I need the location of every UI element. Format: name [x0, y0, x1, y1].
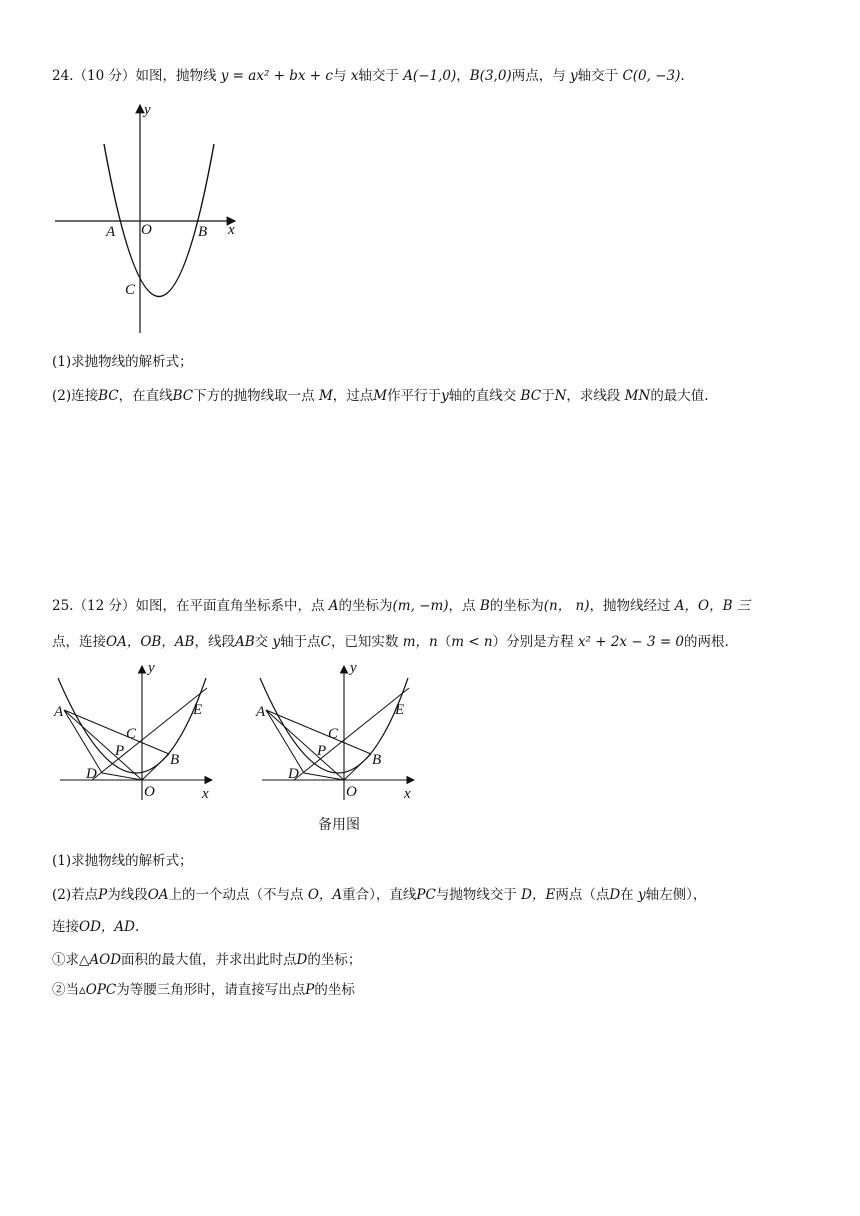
q25-text: ，抛物线经过	[589, 598, 671, 614]
label-b: B	[170, 752, 180, 768]
q24-stem	[52, 66, 685, 86]
label-y: y	[350, 660, 357, 676]
q25-text: 交	[254, 634, 269, 650]
q24-n: N	[554, 388, 567, 404]
label-d: D	[288, 766, 299, 782]
line-de	[294, 688, 409, 780]
label-x: x	[228, 222, 235, 238]
q24-points: （10 分）	[73, 68, 136, 84]
q25-text: ②当	[52, 982, 79, 998]
q25-text: ，已知实数	[330, 634, 399, 650]
q25-ab: AB	[234, 634, 255, 650]
q25-coord-a: (m, −m)	[392, 598, 449, 614]
q25-figure-spare	[254, 658, 424, 838]
q24-text: 轴的直线交	[448, 388, 517, 404]
q24-var-y: y	[570, 68, 578, 84]
q25-triangle-aod: △AOD	[79, 952, 122, 968]
q24-text: (2)连接	[52, 388, 99, 404]
q25-a: A	[328, 598, 339, 614]
q25-text: ①求	[52, 952, 79, 968]
q25-sub1	[52, 950, 361, 970]
label-p: P	[317, 743, 327, 759]
spare-figure-caption: 备用图	[318, 818, 360, 833]
q24-number: 24.	[52, 68, 74, 84]
q24-text: ，	[456, 68, 470, 84]
q25-text: A，O，B 三	[674, 598, 751, 614]
q25-c: C	[320, 634, 331, 650]
q25-p: P	[98, 887, 108, 903]
q24-text: 于	[541, 388, 555, 404]
q24-m: M	[373, 388, 388, 404]
q25-text: 的坐标为	[338, 598, 393, 614]
segment-ad	[266, 710, 304, 773]
label-a: A	[54, 704, 64, 720]
q25-coord-b: (n， n)	[543, 598, 590, 614]
q24-text: 轴交于	[577, 68, 619, 84]
label-b: B	[372, 752, 382, 768]
q25-text: 上的一个动点（不与点	[168, 887, 304, 903]
q25-text: 的坐标为	[489, 598, 544, 614]
q25-text: ，点	[448, 598, 476, 614]
q25-text: 的坐标	[314, 982, 355, 998]
q25-text: ）	[492, 634, 507, 650]
label-e: E	[193, 702, 203, 718]
q25-text: 轴左侧），	[645, 887, 707, 903]
q24-text: .	[680, 68, 685, 84]
q24-text: 下方的抛物线取一点	[193, 388, 315, 404]
q25-text: 点，连接	[52, 634, 106, 650]
q24-bc: BC	[172, 388, 194, 404]
label-a: A	[256, 704, 266, 720]
label-c: C	[328, 726, 339, 742]
q25-text: 轴于点	[280, 634, 321, 650]
q25-equation: x² + 2x − 3 = 0	[577, 634, 685, 650]
q24-equation: y = ax² + bx + c	[220, 68, 333, 84]
q25-mn: m，n	[402, 634, 438, 650]
q24-text: 两点，与	[511, 68, 566, 84]
label-a: A	[106, 224, 116, 240]
label-o: O	[346, 784, 357, 800]
q25-text: 两点（点	[555, 887, 610, 903]
q25-part2-line1	[52, 885, 706, 905]
label-c: C	[126, 726, 137, 742]
q24-point-c: C(0, −3)	[622, 68, 681, 84]
q25-text: 分别是方程	[506, 634, 574, 650]
q24-mn: MN	[624, 388, 651, 404]
q24-part1: (1)求抛物线的解析式；	[52, 354, 193, 370]
q25-triangle-opc: ▵OPC	[79, 982, 117, 998]
q25-oa: OA	[147, 887, 169, 903]
q24-text: 如图，抛物线	[135, 68, 217, 84]
q25-text: 为线段	[107, 887, 148, 903]
label-b: B	[198, 224, 208, 240]
q25-part2-line2	[52, 917, 139, 937]
q25-inequality: m < n	[451, 634, 493, 650]
q25-de: D，E	[521, 887, 556, 903]
q25-pc: PC	[416, 887, 436, 903]
q25-var-y: y	[272, 634, 281, 650]
label-p: P	[115, 743, 125, 759]
q25-stem-line2	[52, 632, 729, 652]
q25-text: .	[134, 919, 140, 935]
q24-bc: BC	[98, 388, 119, 404]
q25-text: 如图，在平面直角坐标系中，点	[135, 598, 325, 614]
segment-ad	[64, 710, 102, 773]
q25-text: 为等腰三角形时，请直接写出点	[116, 982, 306, 998]
q25-stem-line1	[52, 596, 750, 616]
q25-segments: OA，OB，AB	[106, 634, 195, 650]
q25-number: 25.	[52, 598, 74, 614]
segment-ao	[64, 710, 142, 780]
q25-text: （	[437, 634, 452, 650]
q25-text: 连接	[52, 919, 79, 935]
label-x: x	[404, 786, 411, 802]
parabola	[104, 144, 214, 297]
label-o: O	[141, 222, 152, 238]
q25-part1: (1)求抛物线的解析式；	[52, 853, 193, 869]
label-c: C	[125, 282, 136, 298]
q24-text: 轴交于	[358, 68, 399, 84]
q25-sub2	[52, 980, 355, 1000]
label-y: y	[144, 102, 151, 118]
label-d: D	[86, 766, 97, 782]
q25-d: D	[296, 952, 308, 968]
q24-text: ，过点	[332, 388, 374, 404]
q25-text: 的坐标；	[307, 952, 362, 968]
q25-b: B	[479, 598, 490, 614]
q24-text: 的最大值.	[650, 388, 709, 404]
q24-figure	[50, 100, 250, 340]
q24-part2	[52, 386, 709, 406]
label-o: O	[144, 784, 155, 800]
label-x: x	[202, 786, 209, 802]
q25-text: 重合），直线	[342, 887, 417, 903]
q25-text: 面积的最大值，并求出此时点	[121, 952, 297, 968]
label-y: y	[148, 660, 155, 676]
q25-var-y: y	[637, 887, 646, 903]
q25-text: 在	[620, 887, 634, 903]
q24-bc: BC	[520, 388, 542, 404]
segment-ob	[344, 754, 371, 780]
label-e: E	[395, 702, 405, 718]
q25-od-ad: OD，AD	[79, 919, 135, 935]
segment-ao	[266, 710, 344, 780]
q25-text: 与抛物线交于	[435, 887, 517, 903]
q24-text: 与	[332, 68, 347, 84]
q24-point-a: A(−1,0)	[403, 68, 457, 84]
q25-points: （12 分）	[73, 598, 136, 614]
segment-ob	[142, 754, 169, 780]
line-de	[92, 688, 207, 780]
q24-text: ，求线段	[566, 388, 621, 404]
q24-text: ，在直线	[118, 388, 173, 404]
q24-var-x: x	[350, 68, 359, 84]
q25-text: (2)若点	[52, 887, 99, 903]
q25-oa-points: O，A	[307, 887, 343, 903]
q25-figure-main	[52, 658, 222, 806]
q25-p: P	[305, 982, 315, 998]
q24-m: M	[318, 388, 333, 404]
q25-text: ，线段	[194, 634, 235, 650]
q25-text: 的两根.	[684, 634, 729, 650]
q24-text: 作平行于	[387, 388, 442, 404]
q25-d: D	[609, 887, 621, 903]
q24-var-y: y	[441, 388, 449, 404]
q24-point-b: B(3,0)	[469, 68, 512, 84]
